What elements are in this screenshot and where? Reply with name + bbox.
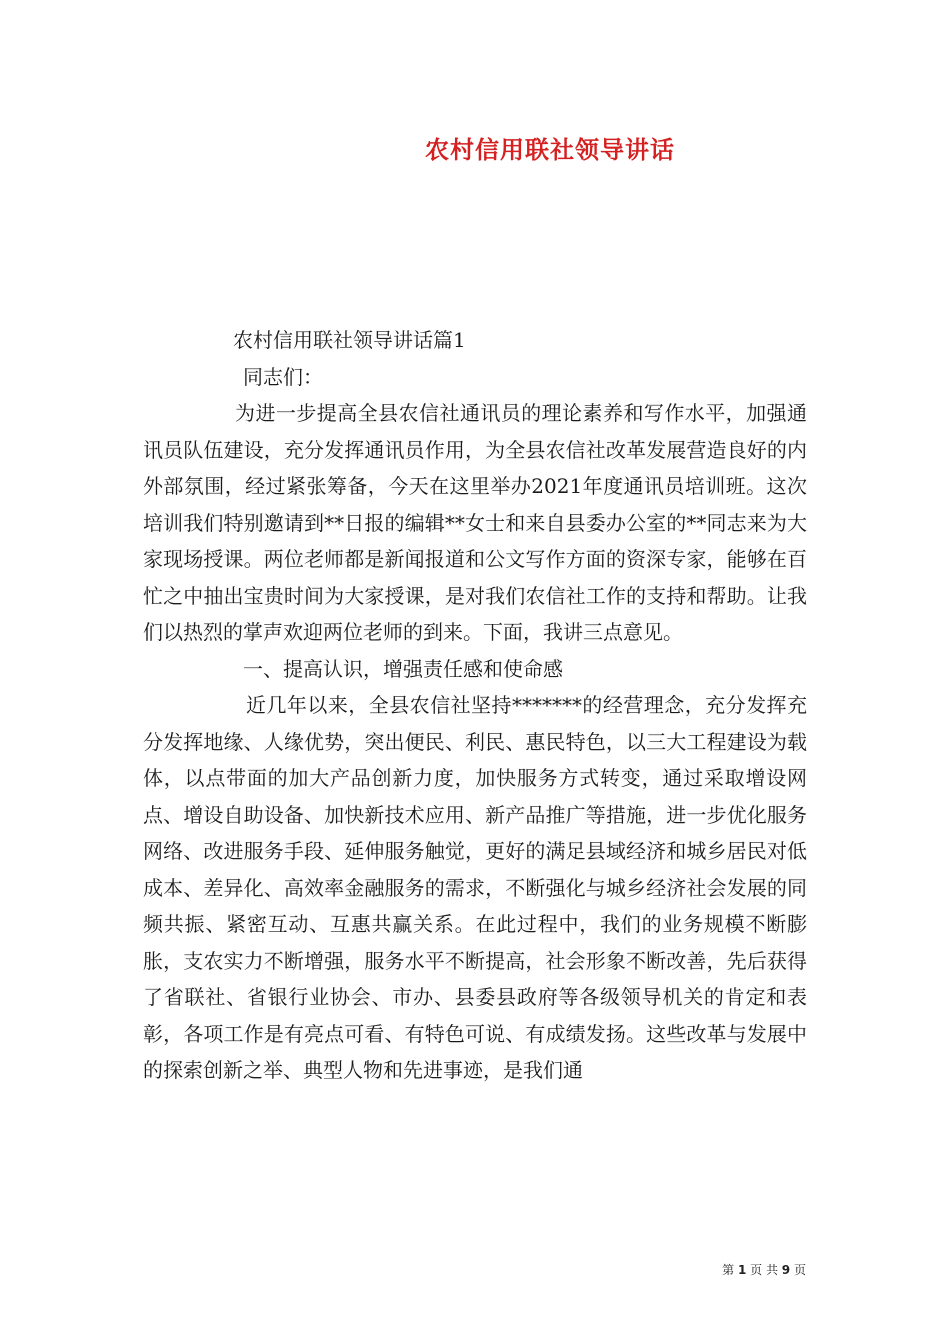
footer-prefix: 第 <box>722 1263 735 1277</box>
footer-current-page: 1 <box>737 1263 747 1277</box>
paragraph-intro: 为进一步提高全县农信社通讯员的理论素养和写作水平，加强通讯员队伍建设，充分发挥通讯员作用，为全县农信社改革发展营造良好的内外部氛围，经过紧张筹备，今天在这里举办2021年度通讯员培训班。这次培训我们特别邀请到**日报的编辑**女士和来自县委办公室的**同志来为大家现场授课。两位老师都是新闻报道和公文写作方面的资深专家，能够在百忙之中抽出宝贵时间为大家授课，是对我们农信社工作的支持和帮助。让我们以热烈的掌声欢迎两位老师的到来。下面，我讲三点意见。 <box>143 401 807 644</box>
section-title-1: 一、提高认识，增强责任感和使命感 <box>243 656 563 681</box>
footer-total-pages: 9 <box>781 1263 791 1277</box>
section-heading: 农村信用联社领导讲话篇1 <box>233 328 466 352</box>
document-title: 农村信用联社领导讲话 <box>425 136 675 164</box>
salutation: 同志们： <box>243 364 323 389</box>
document-body <box>143 322 807 1089</box>
footer-suffix: 页 <box>793 1263 806 1277</box>
footer-middle: 页 共 <box>750 1263 778 1277</box>
paragraph-section-1: 近几年以来，全县农信社坚持*******的经营理念，充分发挥充分发挥地缘、人缘优势，突出便民、利民、惠民特色，以三大工程建设为载体，以点带面的加大产品创新力度，加快服务方式转变，通过采取增设网点、增设自助设备、加快新技术应用、新产品推广等措施，进一步优化服务网络、改进服务手段、延伸服务触觉，更好的满足县域经济和城乡居民对低成本、差异化、高效率金融服务的需求，不断强化与城乡经济社会发展的同频共振、紧密互动、互惠共赢关系。在此过程中，我们的业务规模不断膨胀，支农实力不断增强，服务水平不断提高，社会形象不断改善，先后获得了省联社、省银行业协会、市办、县委县政府等各级领导机关的肯定和表彰，各项工作是有亮点可看、有特色可说、有成绩发扬。这些改革与发展中的探索创新之举、典型人物和先进事迹，是我们通 <box>143 693 807 1082</box>
page-footer <box>0 1261 806 1278</box>
